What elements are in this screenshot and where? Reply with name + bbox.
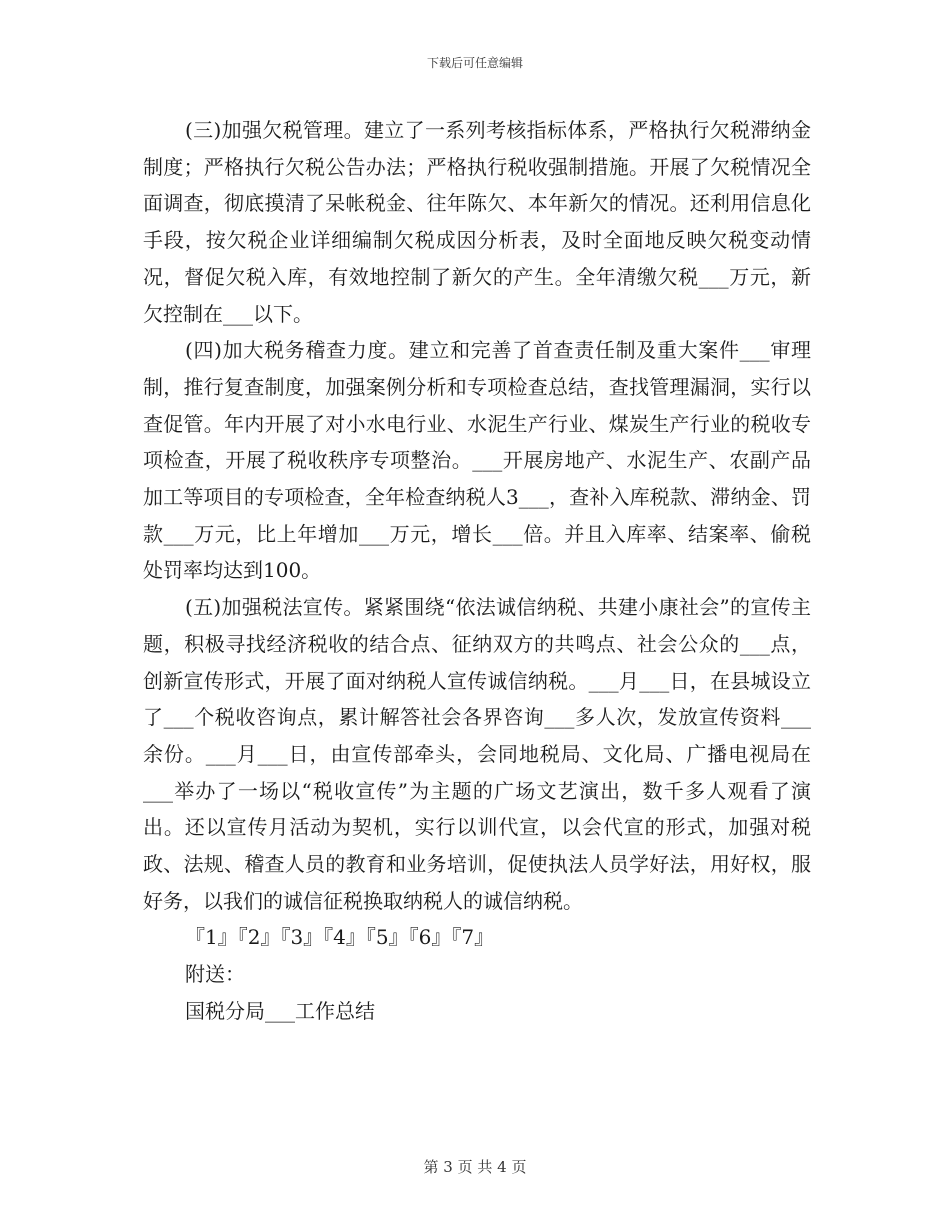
page-links[interactable]: 『1』『2』『3』『4』『5』『6』『7』	[185, 925, 495, 950]
page-header: 下载后可任意编辑	[426, 56, 523, 70]
attachment-title[interactable]: 国税分局___工作总结	[185, 998, 375, 1023]
attachment-label: 附送：	[185, 962, 245, 987]
document-body	[143, 112, 811, 1030]
page-number: 第 3 页 共 4 页	[423, 1158, 527, 1176]
paragraph-tax-inspection: (四)加大税务稽查力度。建立和完善了首查责任制及重大案件___审理制，推行复查制度，加强案例分析和专项检查总结，查找管理漏洞，实行以查促管。年内开展了对小水电行业、水泥生产行业、煤炭生产行业的税收专项检查，开展了税收秩序专项整治。___开展房地产、水泥生产、农副产品加工等项目的专项检查，全年检查纳税人3___，查补入库税款、滞纳金、罚款___万元，比上年增加___万元，增长___倍。并且入库率、结案率、偷税处罚率均达到100。	[143, 338, 811, 583]
paragraph-tax-law-publicity: (五)加强税法宣传。紧紧围绕“依法诚信纳税、共建小康社会”的宣传主题，积极寻找经济税收的结合点、征纳双方的共鸣点、社会公众的___点，创新宣传形式，开展了面对纳税人宣传诚信纳税。___月___日，在县城设立了___个税收咨询点，累计解答社会各界咨询___多人次，发放宣传资料___余份。___月___日，由宣传部牵头，会同地税局、文化局、广播电视局在___举办了一场以“税收宣传”为主题的广场文艺演出，数千多人观看了演出。还以宣传月活动为契机，实行以训代宣，以会代宣的形式，加强对税政、法规、稽查人员的教育和业务培训，促使执法人员学好法，用好权，服好务，以我们的诚信征税换取纳税人的诚信纳税。	[143, 595, 811, 913]
paragraph-arrears-management: (三)加强欠税管理。建立了一系列考核指标体系，严格执行欠税滞纳金制度；严格执行欠税公告办法；严格执行税收强制措施。开展了欠税情况全面调查，彻底摸清了呆帐税金、往年陈欠、本年新欠的情况。还利用信息化手段，按欠税企业详细编制欠税成因分析表，及时全面地反映欠税变动情况，督促欠税入库，有效地控制了新欠的产生。全年清缴欠税___万元，新欠控制在___以下。	[143, 118, 811, 326]
